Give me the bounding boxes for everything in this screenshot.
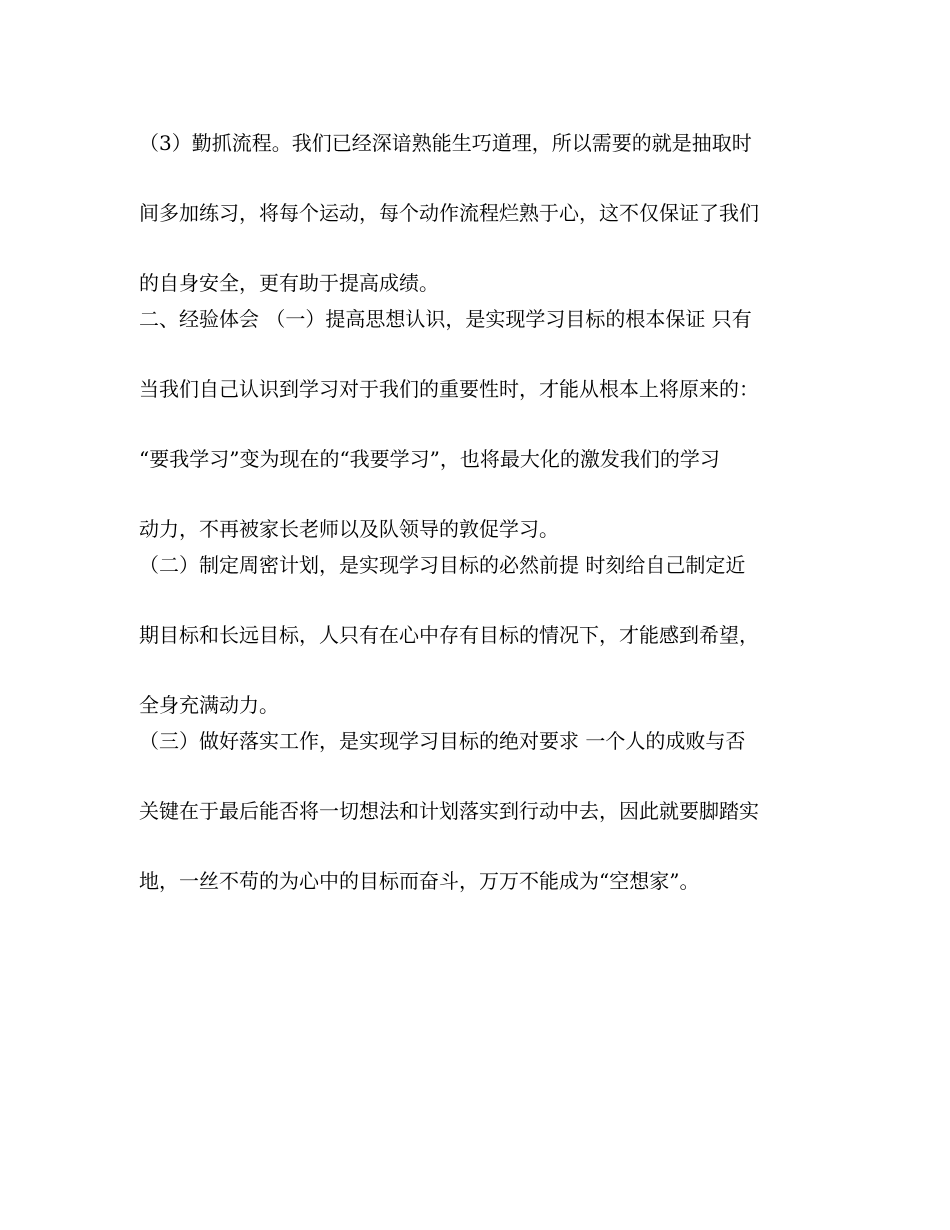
text-line: 动力，不再被家长老师以及队领导的敦促学习。 xyxy=(139,517,559,541)
text-line: 间多加练习，将每个运动，每个动作流程烂熟于心，这不仅保证了我们 xyxy=(139,201,759,225)
text-line: 全身充满动力。 xyxy=(139,693,279,717)
text-line: 当我们自己认识到学习对于我们的重要性时，才能从根本上将原来的： xyxy=(139,377,759,401)
text-line: （3）勤抓流程。我们已经深谙熟能生巧道理，所以需要的就是抽取时 xyxy=(139,131,752,155)
text-line: 的自身安全，更有助于提高成绩。 xyxy=(139,271,439,295)
text-line: 二、经验体会 （一）提高思想认识，是实现学习目标的根本保证 只有 xyxy=(139,307,752,331)
text-line: “要我学习”变为现在的“我要学习”，也将最大化的激发我们的学习 xyxy=(139,447,720,471)
text-line: 地，一丝不苟的为心中的目标而奋斗，万万不能成为“空想家”。 xyxy=(139,869,700,893)
text-line: 关键在于最后能否将一切想法和计划落实到行动中去，因此就要脚踏实 xyxy=(139,799,759,823)
paragraph-implementation xyxy=(139,721,819,897)
paragraph-workflow xyxy=(139,123,819,299)
text-line: （三）做好落实工作，是实现学习目标的绝对要求 一个人的成败与否 xyxy=(139,729,746,753)
text-line: （二）制定周密计划，是实现学习目标的必然前提 时刻给自己制定近 xyxy=(139,553,746,577)
paragraph-experience xyxy=(139,299,819,545)
paragraph-planning xyxy=(139,545,819,721)
text-line: 期目标和长远目标，人只有在心中存有目标的情况下，才能感到希望， xyxy=(139,623,759,647)
document-body xyxy=(139,123,819,897)
